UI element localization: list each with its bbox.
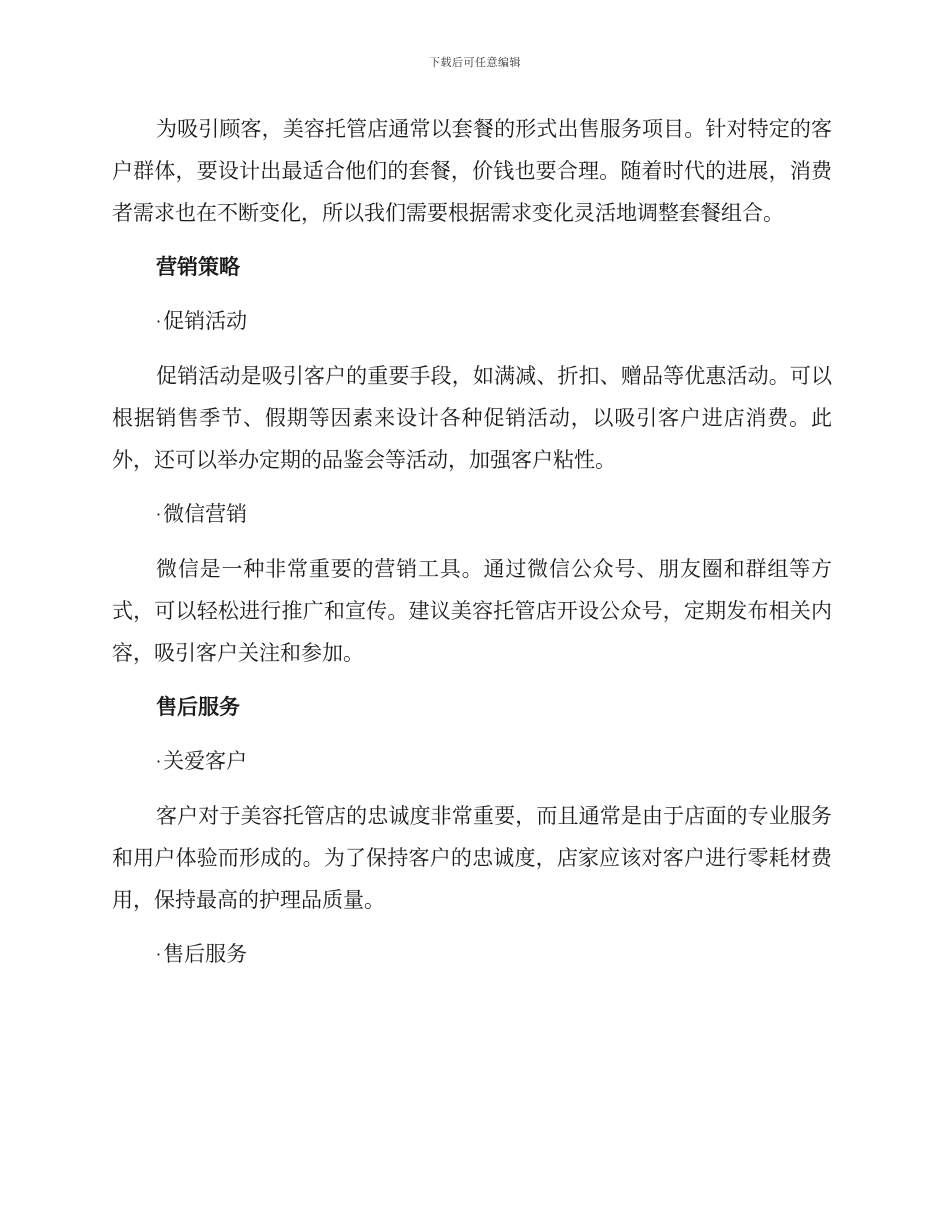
wechat-paragraph: 微信是一种非常重要的营销工具。通过微信公众号、朋友圈和群组等方式，可以轻松进行推广和宣传。建议美容托管店开设公众号，定期发布相关内容，吸引客户关注和参加。 <box>112 557 832 665</box>
section-heading-after-sales: 售后服务 <box>156 695 240 719</box>
bullet-item-promo <box>156 300 832 343</box>
care-paragraph: 客户对于美容托管店的忠诚度非常重要，而且通常是由于店面的专业服务和用户体验而形成的。为了保持客户的忠诚度，店家应该对客户进行零耗材费用，保持最高的护理品质量。 <box>112 804 832 912</box>
bullet-item-care <box>156 740 832 783</box>
document-content <box>112 108 832 988</box>
bullet-dot-icon: · <box>156 752 162 771</box>
bullet-dot-icon: · <box>156 945 162 964</box>
bullet-item-wechat <box>156 493 832 536</box>
header-note: 下载后可任意编辑 <box>429 56 521 69</box>
bullet-label-promo: 促销活动 <box>163 309 248 333</box>
bullet-label-service: 售后服务 <box>163 942 248 966</box>
intro-paragraph: 为吸引顾客，美容托管店通常以套餐的形式出售服务项目。针对特定的客户群体，要设计出最适合他们的套餐，价钱也要合理。随着时代的进展，消费者需求也在不断变化，所以我们需要根据需求变化灵活地调整套餐组合。 <box>112 117 832 225</box>
promo-paragraph: 促销活动是吸引客户的重要手段，如满减、折扣、赠品等优惠活动。可以根据销售季节、假期等因素来设计各种促销活动，以吸引客户进店消费。此外，还可以举办定期的品鉴会等活动，加强客户粘性。 <box>112 364 832 472</box>
bullet-dot-icon: · <box>156 312 162 331</box>
bullet-item-service <box>156 933 832 976</box>
bullet-label-wechat: 微信营销 <box>163 502 248 526</box>
section-heading-marketing: 营销策略 <box>156 255 240 279</box>
bullet-label-care: 关爱客户 <box>163 749 248 773</box>
bullet-dot-icon: · <box>156 505 162 524</box>
